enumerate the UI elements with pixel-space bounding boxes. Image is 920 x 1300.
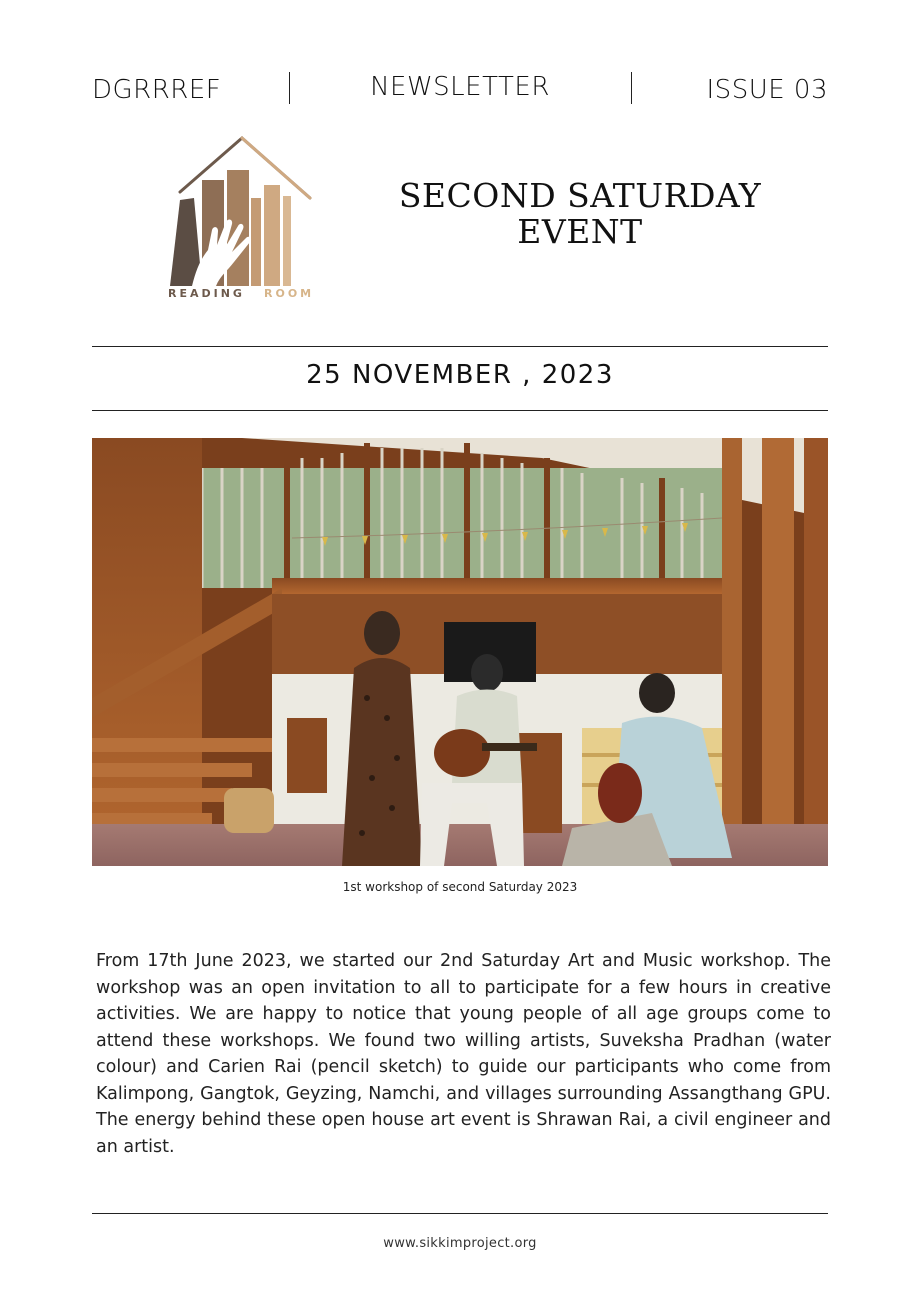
issue-number: ISSUE 03 [706, 75, 828, 105]
logo-text-room: ROOM [264, 287, 315, 300]
logo-text-reading: READING [168, 287, 245, 300]
title-line-2: EVENT [517, 212, 643, 251]
photo-caption: 1st workshop of second Saturday 2023 [342, 880, 578, 894]
header-divider-right [631, 72, 632, 104]
article-paragraph: From 17th June 2023, we started our 2nd Saturday Art and Music workshop. The workshop was an open invitation to all to participate for a few hours in creative activities. We are happy to notice that young people of all age groups come to attend these workshops. We found two willing artists, Suveksha Pradhan (water colour) and Carien Rai (pencil sketch) to guide our participants who come from Kalimpong, Gangtok, Geyzing, Namchi, and villages surrounding Assangthang GPU. The energy behind these open house art event is Shrawan Rai, a civil engineer and an artist. [96, 951, 831, 1157]
footer-divider [92, 1213, 828, 1214]
website-url: www.sikkimproject.org [383, 1236, 537, 1251]
page-title [380, 178, 780, 250]
event-date: 25 NOVEMBER , 2023 [306, 360, 614, 390]
title-line-1: SECOND SATURDAY [398, 176, 762, 215]
divider-bottom [92, 410, 828, 411]
divider-top [92, 346, 828, 347]
event-photo [92, 438, 828, 866]
newsletter-label: NEWSLETTER [370, 72, 550, 102]
organization-name: DGRRREF [92, 75, 222, 105]
reading-room-logo [160, 130, 335, 305]
